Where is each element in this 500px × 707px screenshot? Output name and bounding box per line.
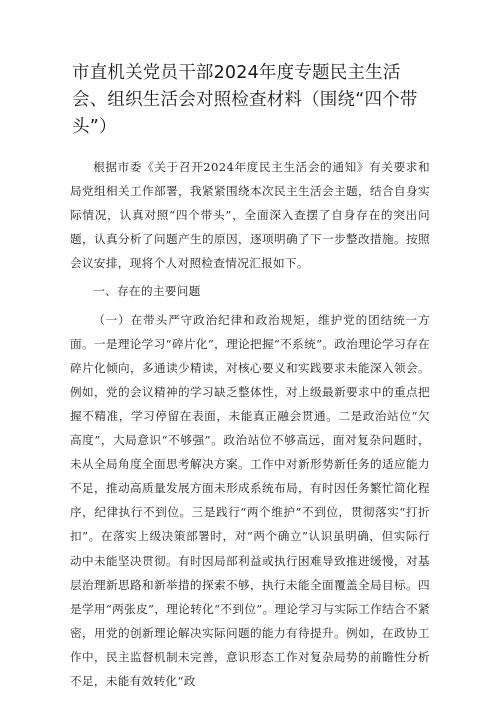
intro-paragraph: 根据市委《关于召开2024年度民主生活会的通知》有关要求和局党组相关工作部署，我紧紧围绕本次民主生活会主题，结合自身实际情况，认真对照“四个带头”，全面深入查摆了自身存在的突出问题，认真分析了问题产生的原因，逐项明确了下一步整改措施。按照会议安排，现将个人对照检查情况汇报如下。 (70, 160, 430, 271)
document-title: 市直机关党员干部2024年度专题民主生活会、组织生活会对照检查材料（围绕“四个带头”） (72, 63, 418, 137)
body-paragraph: （一）在带头严守政治纪律和政治规矩，维护党的团结统一方面。一是理论学习“碎片化”，理论把握“不系统”。政治理论学习存在碎片化倾向，多通读少精读，对核心要义和实践要求未能深入领会。例如，党的会议精神的学习缺乏整体性，对上级最新要求中的重点把握不精准，学习停留在表面，未能真正融会贯通。二是政治站位“欠高度”，大局意识“不够强”。政治站位不够高远，面对复杂问题时，未从全局角度全面思考解决方案。工作中对新形势新任务的适应能力不足，推动高质量发展方面未形成系统布局，有时因任务繁忙简化程序，纪律执行不到位。三是践行“两个维护”不到位，贯彻落实“打折扣”。在落实上级决策部署时，对“两个确立”认识虽明确，但实际行动中未能坚决贯彻。有时因局部利益或执行困难导致推进缓慢，对基层治理新思路和新举措的探索不够，执行未能全面覆盖全局目标。四是学用“两张皮”，理论转化“不到位”。理论学习与实际工作结合不紧密，用党的创新理论解决实际问题的能力有待提升。例如，在政协工作中，民主监督机制未完善，意识形态工作对复杂局势的前瞻性分析不足，未能有效转化“政 (70, 312, 430, 688)
section-heading: 一、存在的主要问题 (93, 284, 201, 299)
